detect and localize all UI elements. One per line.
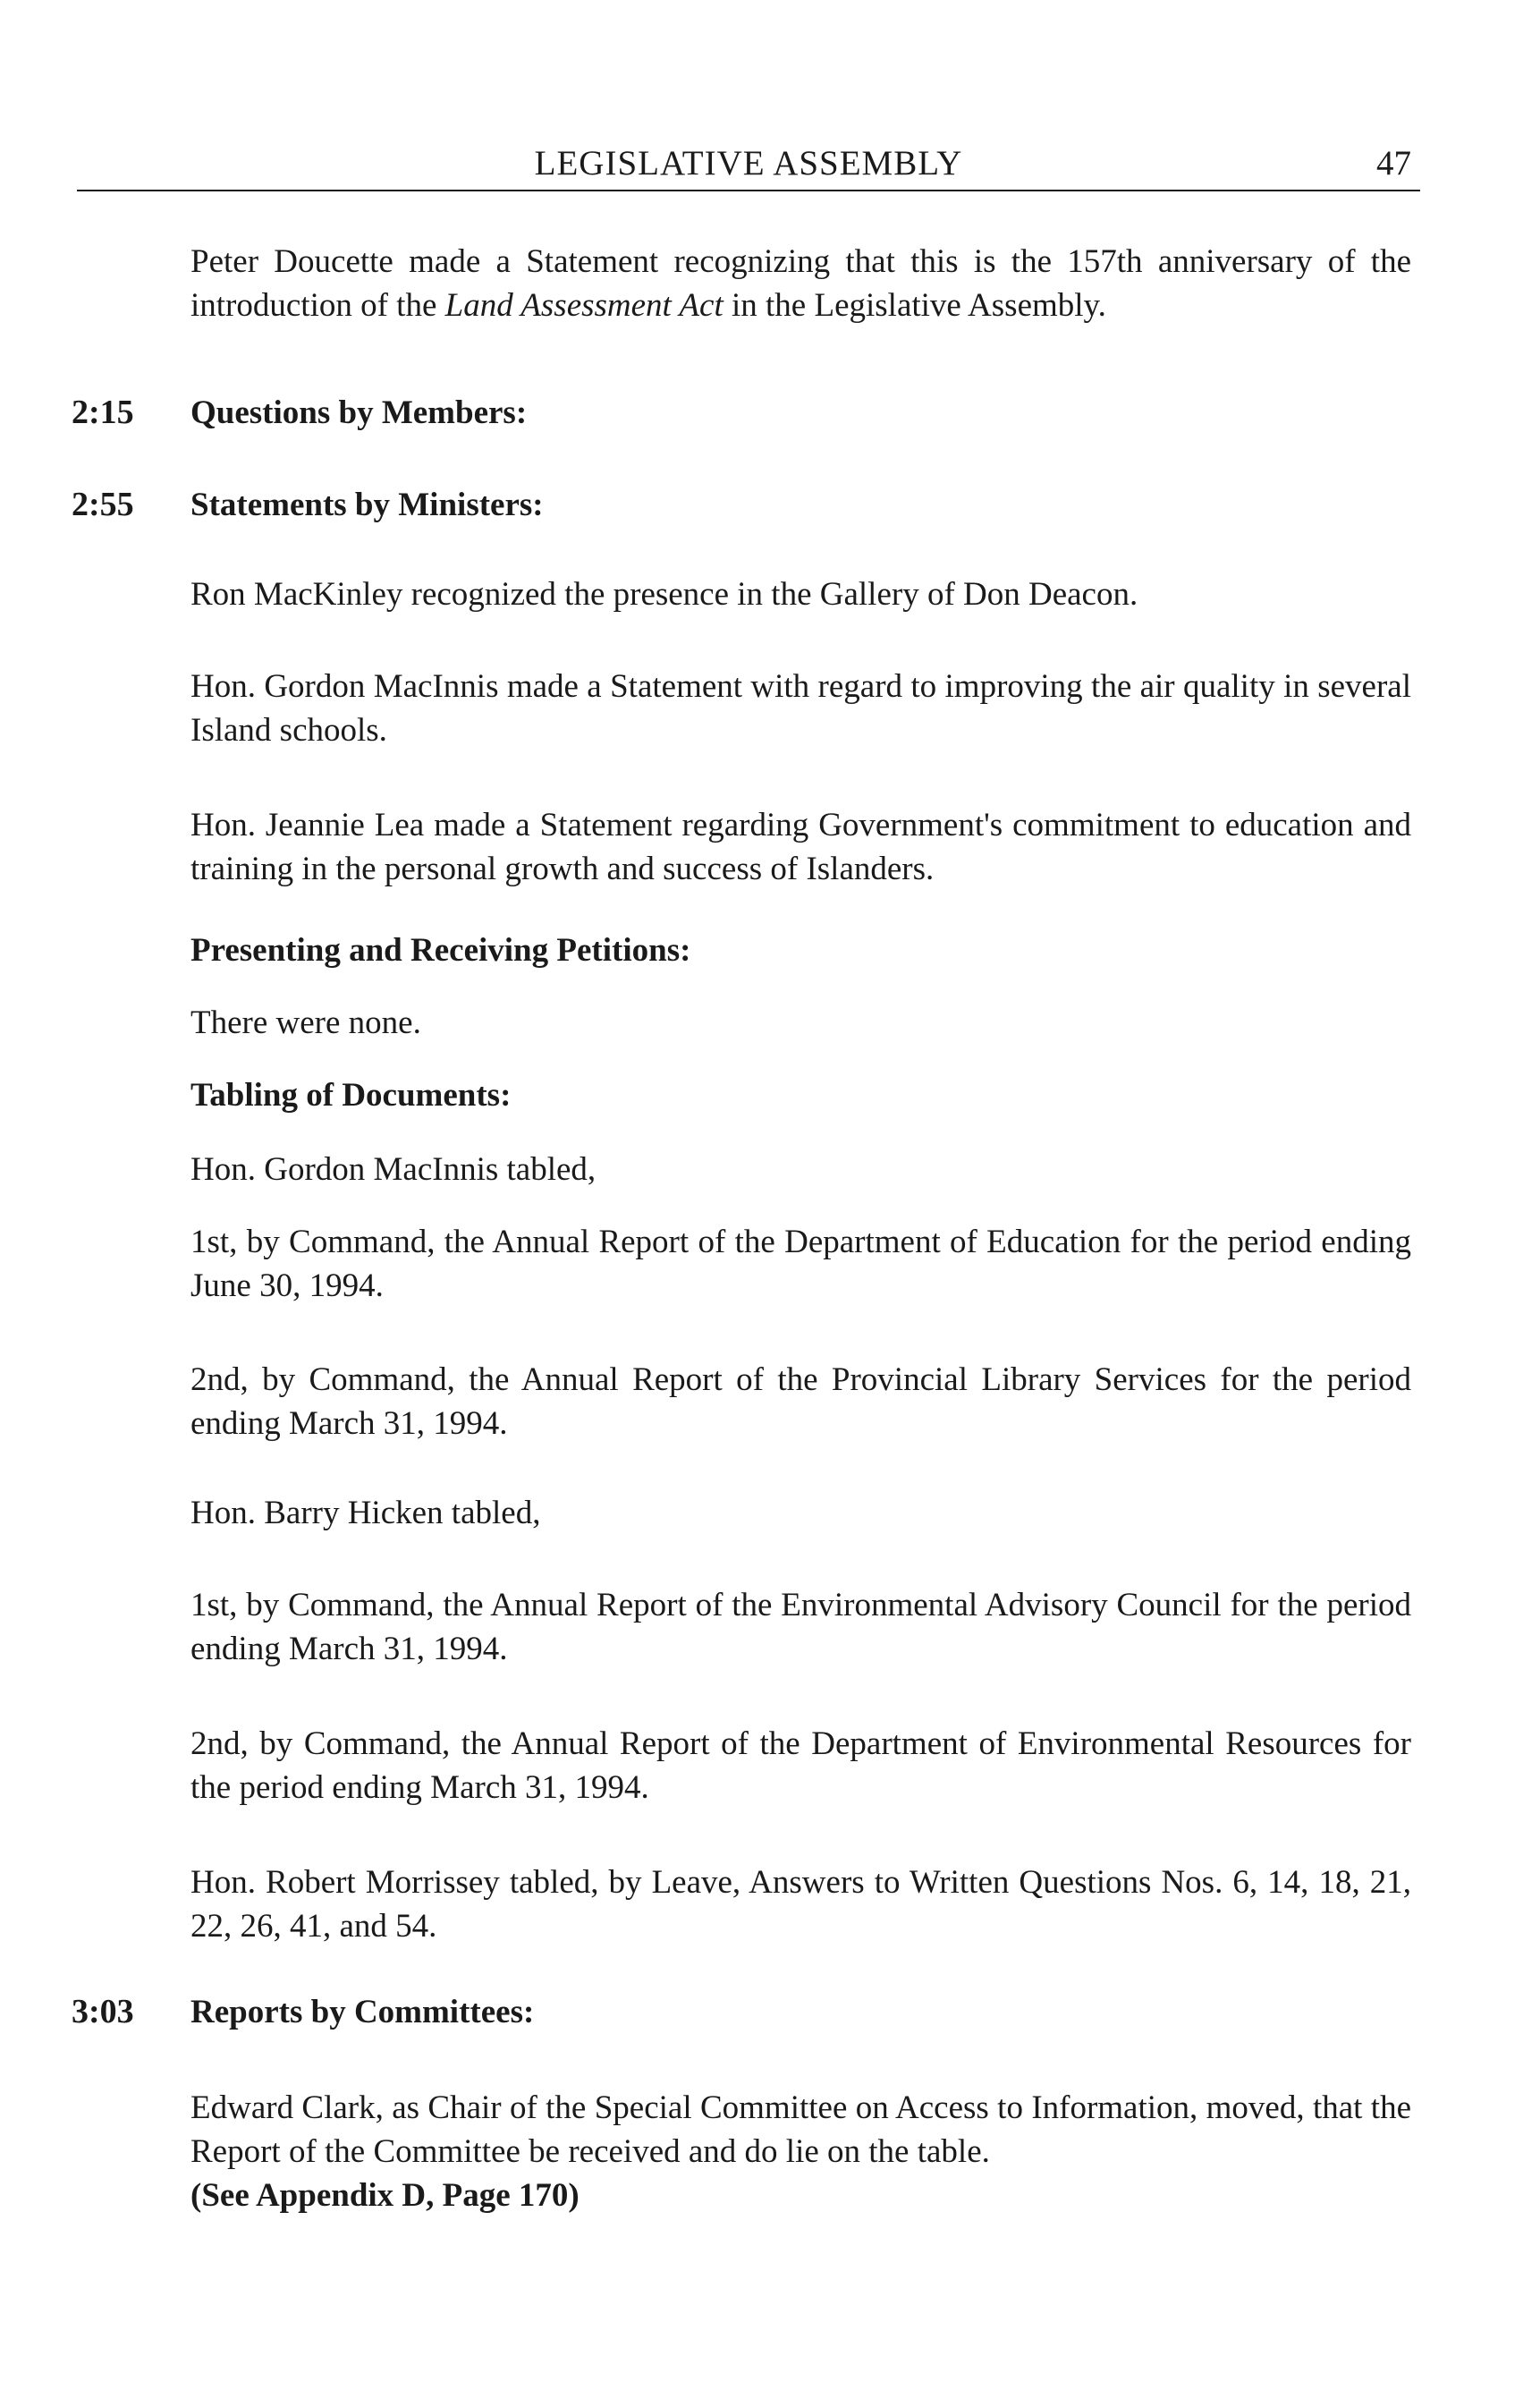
petitions-text: There were none. xyxy=(190,1004,421,1041)
page-number: 47 xyxy=(1376,144,1411,182)
tabling-item: Hon. Robert Morrissey tabled, by Leave, Answers to Written Questions Nos. 6, 14, 18, 21, 22, 26, 41, and 54. xyxy=(190,1864,1411,1945)
tabling-item: 1st, by Command, the Annual Report of the Environmental Advisory Council for the period ending March 31, 1994. xyxy=(190,1587,1411,1667)
tabling-item: 2nd, by Command, the Annual Report of the Provincial Library Services for the period ending March 31, 1994. xyxy=(190,1361,1411,1442)
tabling-item: Hon. Gordon MacInnis tabled, xyxy=(190,1151,597,1188)
time-questions: 2:15 xyxy=(72,394,134,431)
statement-item: Hon. Jeannie Lea made a Statement regarding Government's commitment to education and training in the personal growth and success of Islanders. xyxy=(190,807,1411,887)
statement-item: Ron MacKinley recognized the presence in the Gallery of Don Deacon. xyxy=(190,576,1138,613)
intro-paragraph xyxy=(190,240,1411,327)
tabling-item: 2nd, by Command, the Annual Report of the Department of Environmental Resources for the period ending March 31, 1994. xyxy=(190,1725,1411,1806)
tabling-item: 1st, by Command, the Annual Report of the Department of Education for the period ending June 30, 1994. xyxy=(190,1224,1411,1304)
header-title: LEGISLATIVE ASSEMBLY xyxy=(534,144,963,182)
intro-text-before: Peter Doucette made a Statement recognizing that this is the 157th anniversary of the introduction of the xyxy=(190,243,1411,324)
heading-questions: Questions by Members: xyxy=(190,394,528,431)
intro-text-after: in the Legislative Assembly. xyxy=(723,287,1106,324)
heading-statements: Statements by Ministers: xyxy=(190,487,544,523)
statement-item: Hon. Gordon MacInnis made a Statement with regard to improving the air quality in several Island schools. xyxy=(190,668,1411,749)
running-header xyxy=(77,141,1420,191)
heading-tabling: Tabling of Documents: xyxy=(190,1077,512,1114)
heading-petitions: Presenting and Receiving Petitions: xyxy=(190,932,691,969)
tabling-item: Hon. Barry Hicken tabled, xyxy=(190,1495,541,1531)
time-committees: 3:03 xyxy=(72,1993,134,2030)
committee-report: Edward Clark, as Chair of the Special Committee on Access to Information, moved, that the Report of the Committee be received and do lie on the table. xyxy=(190,2089,1411,2170)
act-title: Land Assessment Act xyxy=(444,287,723,324)
appendix-reference: (See Appendix D, Page 170) xyxy=(190,2177,580,2214)
time-statements: 2:55 xyxy=(72,486,134,523)
heading-committees: Reports by Committees: xyxy=(190,1994,535,2030)
